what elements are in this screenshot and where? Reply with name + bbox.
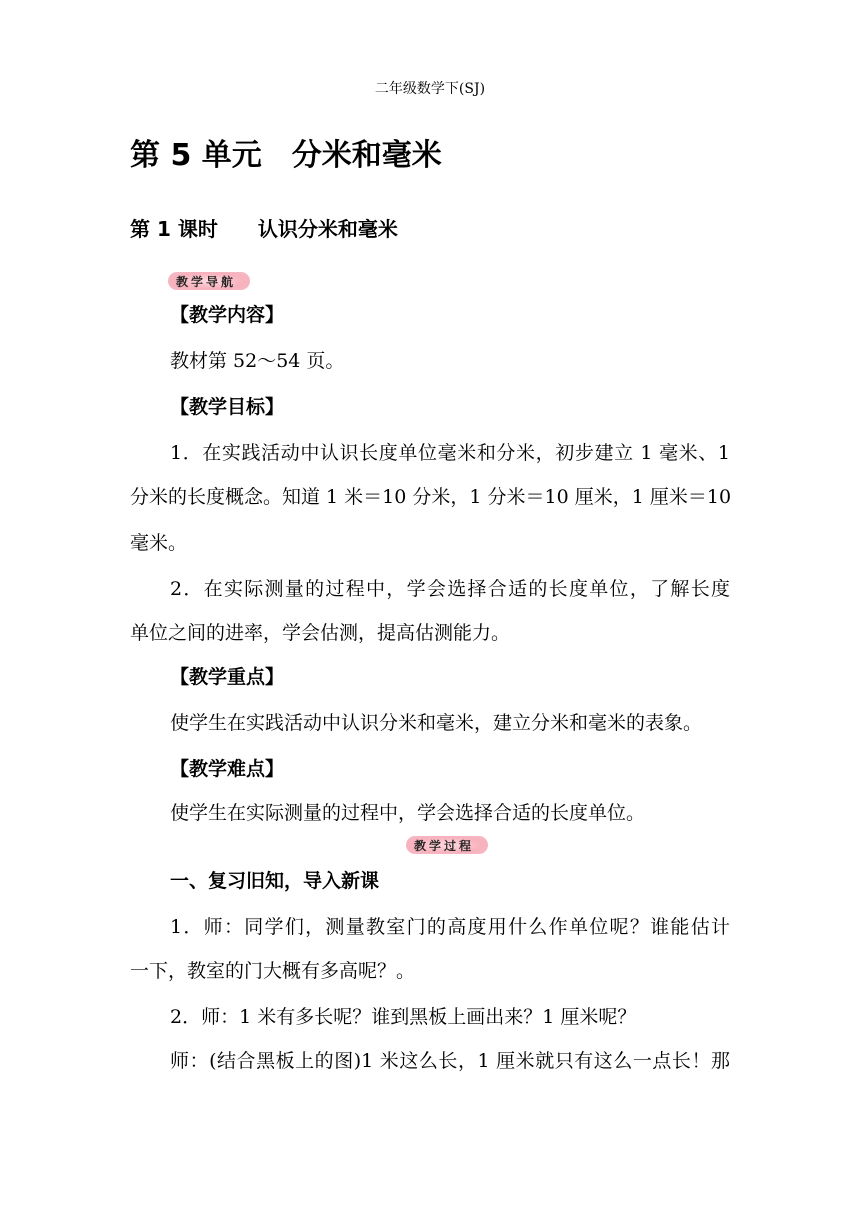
goal2-line2: 单位之间的进率，学会估测，提高估测能力。 [130, 622, 511, 644]
teaching-process-badge [406, 834, 482, 856]
goal1-line2: 分米的长度概念。知道 1 米＝10 分米，1 分米＝10 厘米，1 厘米＝10 [130, 486, 732, 508]
unit-title: 第 5 单元 分米和毫米 [130, 138, 442, 173]
process-p1-line1: 1．师：同学们，测量教室门的高度用什么作单位呢？谁能估计 [170, 916, 730, 938]
process-p2-line1: 2．师：1 米有多长呢？谁到黑板上画出来？1 厘米呢？ [170, 1006, 637, 1028]
badge-label: 教学导航 [176, 274, 237, 289]
goal1-line1: 1．在实践活动中认识长度单位毫米和分米，初步建立 1 毫米、1 [170, 442, 730, 464]
content-text: 教材第 52～54 页。 [170, 350, 345, 372]
content-heading: 【教学内容】 [170, 304, 285, 326]
process-p3-line1: 师：(结合黑板上的图)1 米这么长，1 厘米就只有这么一点长！那 [170, 1050, 730, 1072]
teaching-nav-badge [168, 270, 244, 292]
page-header: 二年级数学下(SJ) [374, 81, 486, 97]
part1-heading: 一、复习旧知，导入新课 [170, 870, 380, 892]
key-heading: 【教学重点】 [170, 666, 285, 688]
difficult-heading: 【教学难点】 [170, 758, 285, 780]
difficult-text: 使学生在实际测量的过程中，学会选择合适的长度单位。 [170, 802, 646, 824]
goals-heading: 【教学目标】 [170, 396, 285, 418]
goal2-line1: 2．在实际测量的过程中，学会选择合适的长度单位，了解长度 [170, 578, 730, 600]
process-p1-line2: 一下，教室的门大概有多高呢？。 [130, 960, 416, 982]
lesson-title: 第 1 课时 认识分米和毫米 [130, 217, 398, 241]
key-text: 使学生在实践活动中认识分米和毫米，建立分米和毫米的表象。 [170, 712, 703, 734]
badge-label: 教学过程 [414, 838, 475, 853]
goal1-line3: 毫米。 [130, 532, 188, 554]
